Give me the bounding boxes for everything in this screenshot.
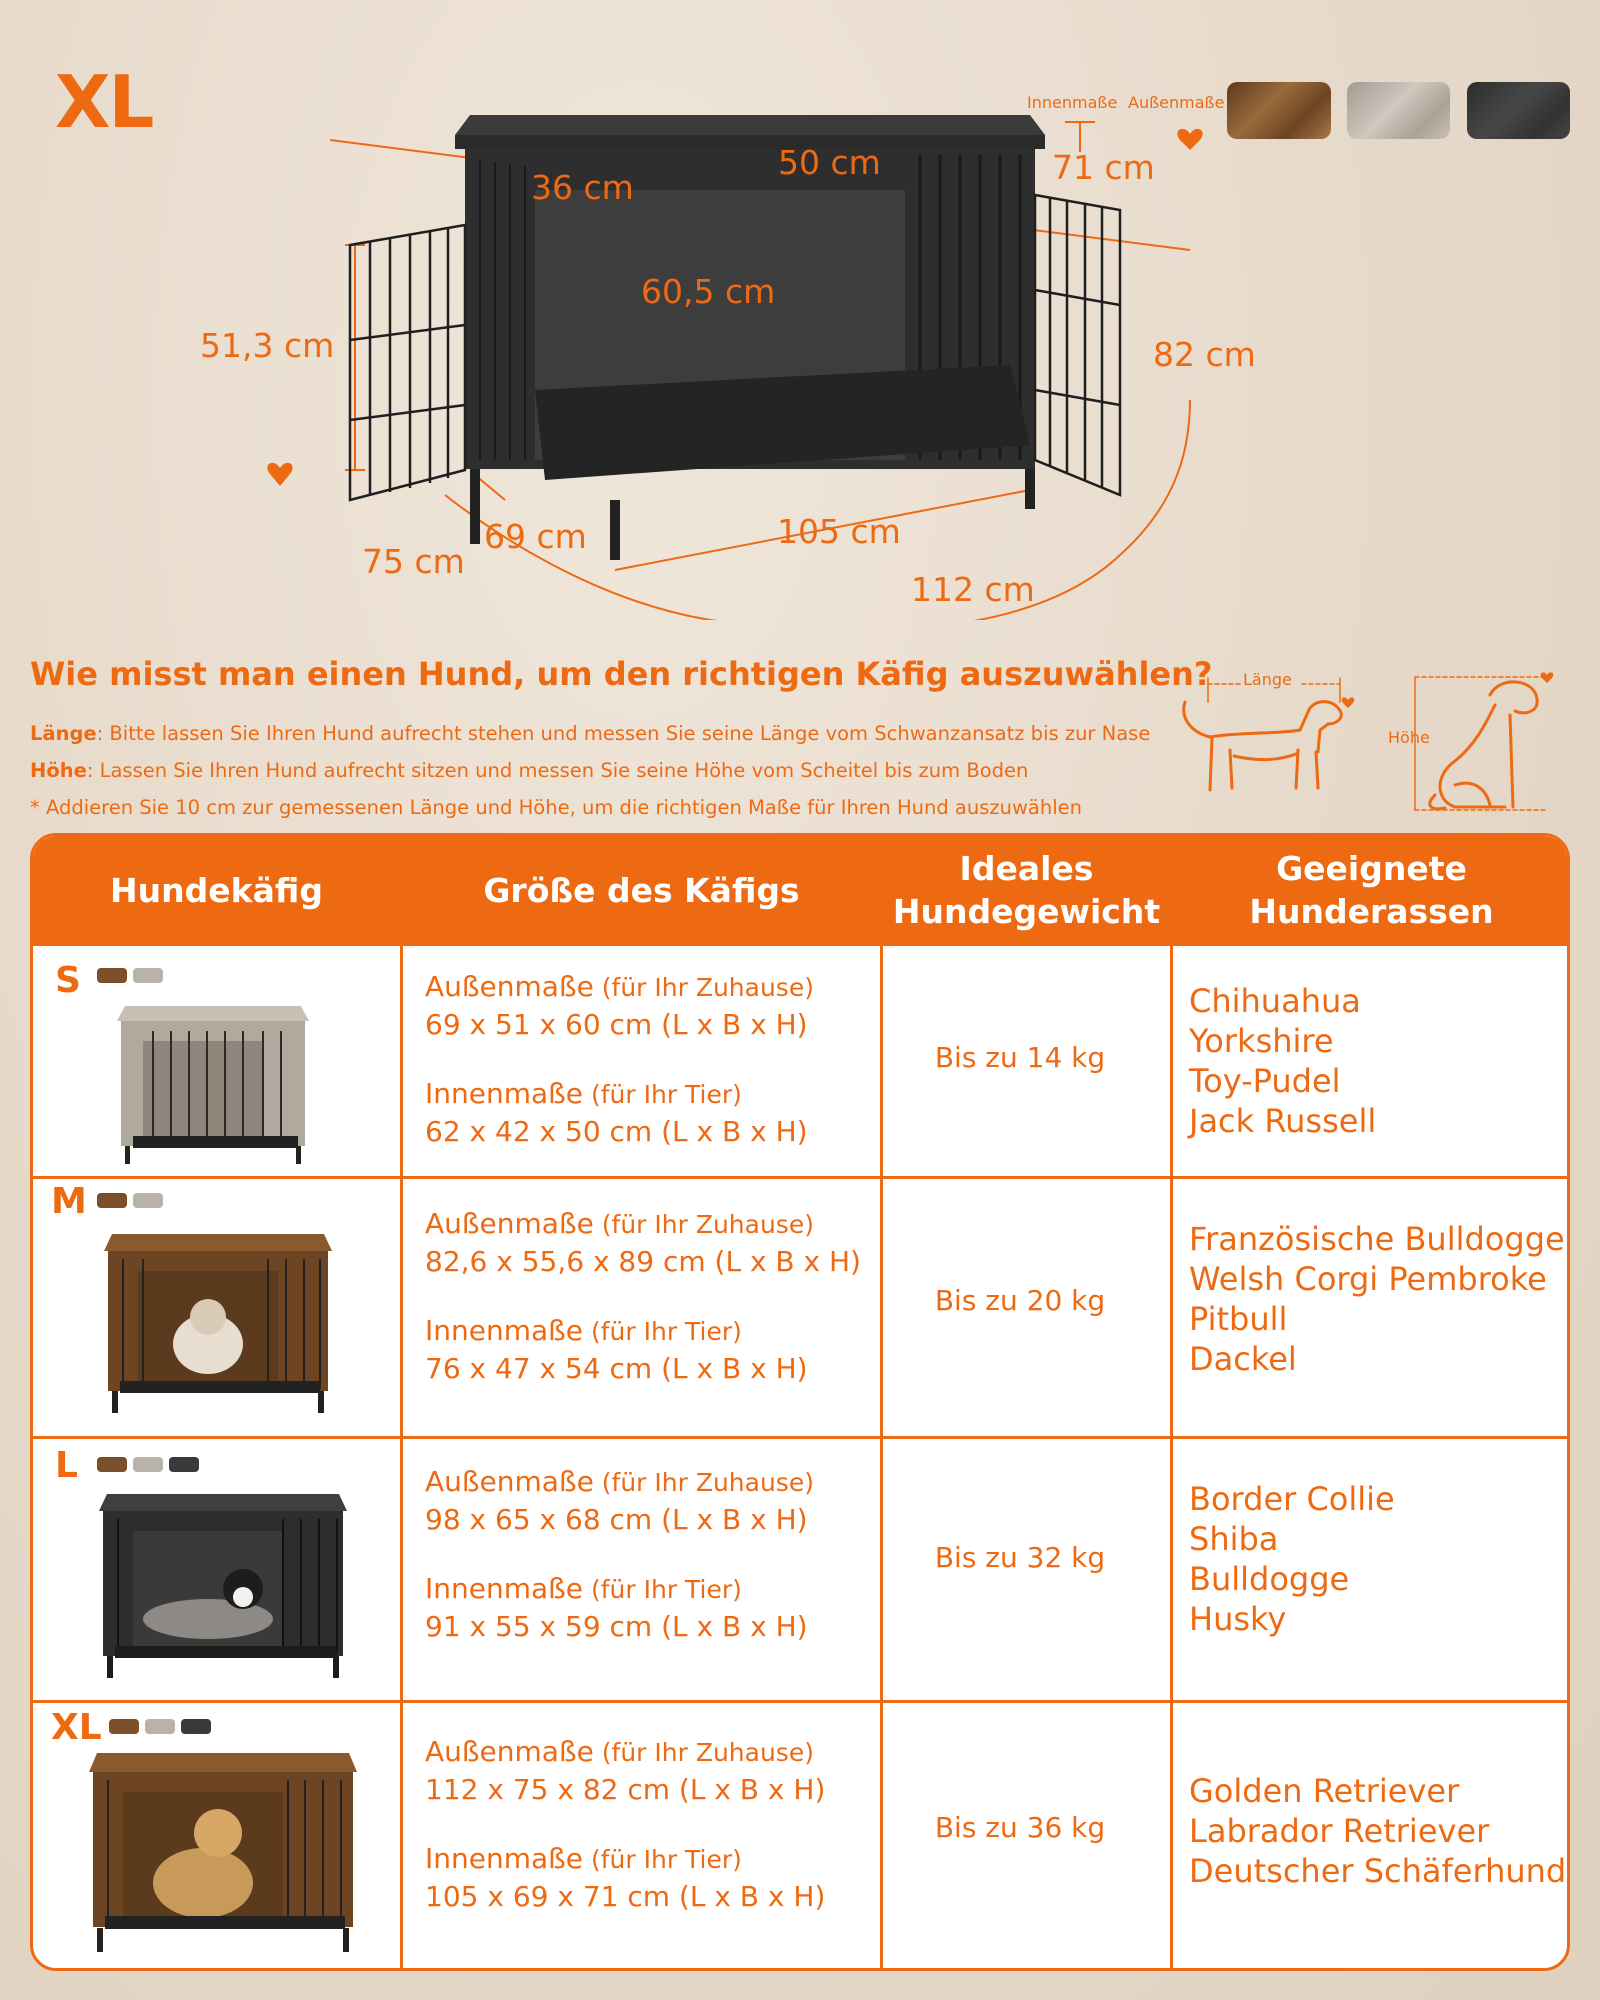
header-groesse: Größe des Käfigs: [483, 870, 800, 910]
mini-swatch-greige: [133, 968, 163, 983]
mini-swatch-brown: [97, 1193, 127, 1208]
breed-item: Welsh Corgi Pembroke: [1189, 1260, 1547, 1298]
breeds-cell-l: [1189, 1479, 1395, 1639]
legend-outer-label: Außenmaße: [1128, 93, 1225, 112]
dim-inner-top-height: 71 cm: [1052, 148, 1155, 187]
breed-item: Pitbull: [1189, 1300, 1288, 1338]
table-row-xl: [33, 1703, 1567, 1971]
table-row-l: [33, 1439, 1567, 1700]
dim-inner-depth-base: 69 cm: [484, 517, 587, 556]
swatch-black[interactable]: [1467, 82, 1570, 139]
crate-thumbnail-l: [93, 1489, 353, 1684]
swatch-greige[interactable]: [1347, 82, 1450, 139]
dims-cell-m: Außenmaße (für Ihr Zuhause) 82,6 x 55,6 x 89 cm (L x B x H) Innenmaße (für Ihr Tier) 76 x 47 x 54 cm (L x B x H): [425, 1207, 861, 1385]
crate-thumbnail-xl: [83, 1748, 363, 1958]
dim-inner-height: 60,5 cm: [641, 272, 776, 311]
mini-swatch-black: [169, 1457, 199, 1472]
dims-cell-s: Außenmaße (für Ihr Zuhause) 69 x 51 x 60 cm (L x B x H) Innenmaße (für Ihr Tier) 62 x 42 x 50 cm (L x B x H): [425, 970, 814, 1148]
crate-thumbnail-m: [98, 1229, 338, 1419]
breed-item: Jack Russell: [1189, 1102, 1377, 1140]
mini-swatch-greige: [133, 1193, 163, 1208]
measure-heading: Wie misst man einen Hund, um den richtigen Käfig auszuwählen?: [30, 655, 1213, 693]
dims-cell-xl: Außenmaße (für Ihr Zuhause) 112 x 75 x 82 cm (L x B x H) Innenmaße (für Ihr Tier) 105 x 69 x 71 cm (L x B x H): [425, 1735, 826, 1913]
header-hundekaefig: Hundekäfig: [110, 870, 323, 910]
breeds-cell-m: [1189, 1219, 1565, 1379]
mini-swatch-greige: [145, 1719, 175, 1734]
dim-inner-width: 50 cm: [778, 143, 881, 182]
table-row-m: [33, 1179, 1567, 1436]
swatch-rustic-brown[interactable]: [1227, 82, 1331, 139]
standing-dog-icon: [1180, 672, 1360, 812]
icon-length-label: Länge: [1243, 670, 1292, 689]
breed-item: Husky: [1189, 1600, 1287, 1638]
mini-swatch-black: [181, 1719, 211, 1734]
icon-height-label: Höhe: [1388, 728, 1430, 747]
breed-item: Border Collie: [1189, 1480, 1395, 1518]
mini-swatch-brown: [97, 1457, 127, 1472]
weight-cell-m: Bis zu 20 kg: [934, 1284, 1106, 1317]
weight-cell-l: Bis zu 32 kg: [934, 1541, 1106, 1574]
size-label: XL: [51, 1707, 102, 1748]
crate-thumbnail-s: [113, 1001, 313, 1166]
dim-inner-depth: 36 cm: [531, 168, 634, 207]
dim-door-height: 51,3 cm: [200, 326, 335, 365]
weight-cell-xl: Bis zu 36 kg: [934, 1811, 1106, 1844]
breed-item: Labrador Retriever: [1189, 1812, 1490, 1850]
breed-item: Französische Bulldogge: [1189, 1220, 1565, 1258]
dims-cell-l: Außenmaße (für Ihr Zuhause) 98 x 65 x 68 cm (L x B x H) Innenmaße (für Ihr Tier) 91 x 55 x 59 cm (L x B x H): [425, 1465, 814, 1643]
mini-swatch-brown: [109, 1719, 139, 1734]
size-badge: XL: [55, 60, 153, 144]
breed-item: Toy-Pudel: [1189, 1062, 1341, 1100]
mini-swatch-greige: [133, 1457, 163, 1472]
breed-item: Bulldogge: [1189, 1560, 1350, 1598]
breed-item: Golden Retriever: [1189, 1772, 1460, 1810]
dim-outer-depth: 75 cm: [362, 542, 465, 581]
measure-note: * Addieren Sie 10 cm zur gemessenen Länge und Höhe, um die richtigen Maße für Ihren Hund auszuwählen: [30, 796, 1083, 819]
dim-inner-length-base: 105 cm: [777, 512, 901, 551]
breed-item: Dackel: [1189, 1340, 1297, 1378]
heart-icon: [262, 458, 298, 494]
size-label: M: [51, 1181, 87, 1222]
size-label: S: [55, 960, 81, 1001]
breed-item: Yorkshire: [1189, 1022, 1334, 1060]
weight-cell-s: Bis zu 14 kg: [934, 1041, 1106, 1074]
mini-swatch-brown: [97, 968, 127, 983]
legend-inner-label: Innenmaße: [1027, 93, 1118, 112]
sitting-dog-icon: [1395, 665, 1575, 815]
header-gewicht: Ideales Hundegewicht: [892, 849, 1161, 931]
length-instruction: Länge: Bitte lassen Sie Ihren Hund aufrecht stehen und messen Sie seine Länge vom Schwanzansatz bis zur Nase: [30, 722, 1151, 745]
breeds-cell-s: [1189, 981, 1376, 1141]
table-row-s: [33, 946, 1567, 1176]
breed-item: Deutscher Schäferhund: [1189, 1852, 1567, 1890]
dim-outer-height: 82 cm: [1153, 335, 1256, 374]
size-label: L: [55, 1445, 78, 1486]
size-table: [30, 833, 1570, 1971]
breed-item: Chihuahua: [1189, 982, 1361, 1020]
breeds-cell-xl: [1189, 1771, 1566, 1891]
dim-outer-length: 112 cm: [911, 570, 1035, 609]
breed-item: Shiba: [1189, 1520, 1279, 1558]
height-instruction: Höhe: Lassen Sie Ihren Hund aufrecht sitzen und messen Sie seine Höhe vom Scheitel bis zum Boden: [30, 759, 1029, 782]
header-rassen: Geeignete Hunderassen: [1249, 849, 1494, 931]
